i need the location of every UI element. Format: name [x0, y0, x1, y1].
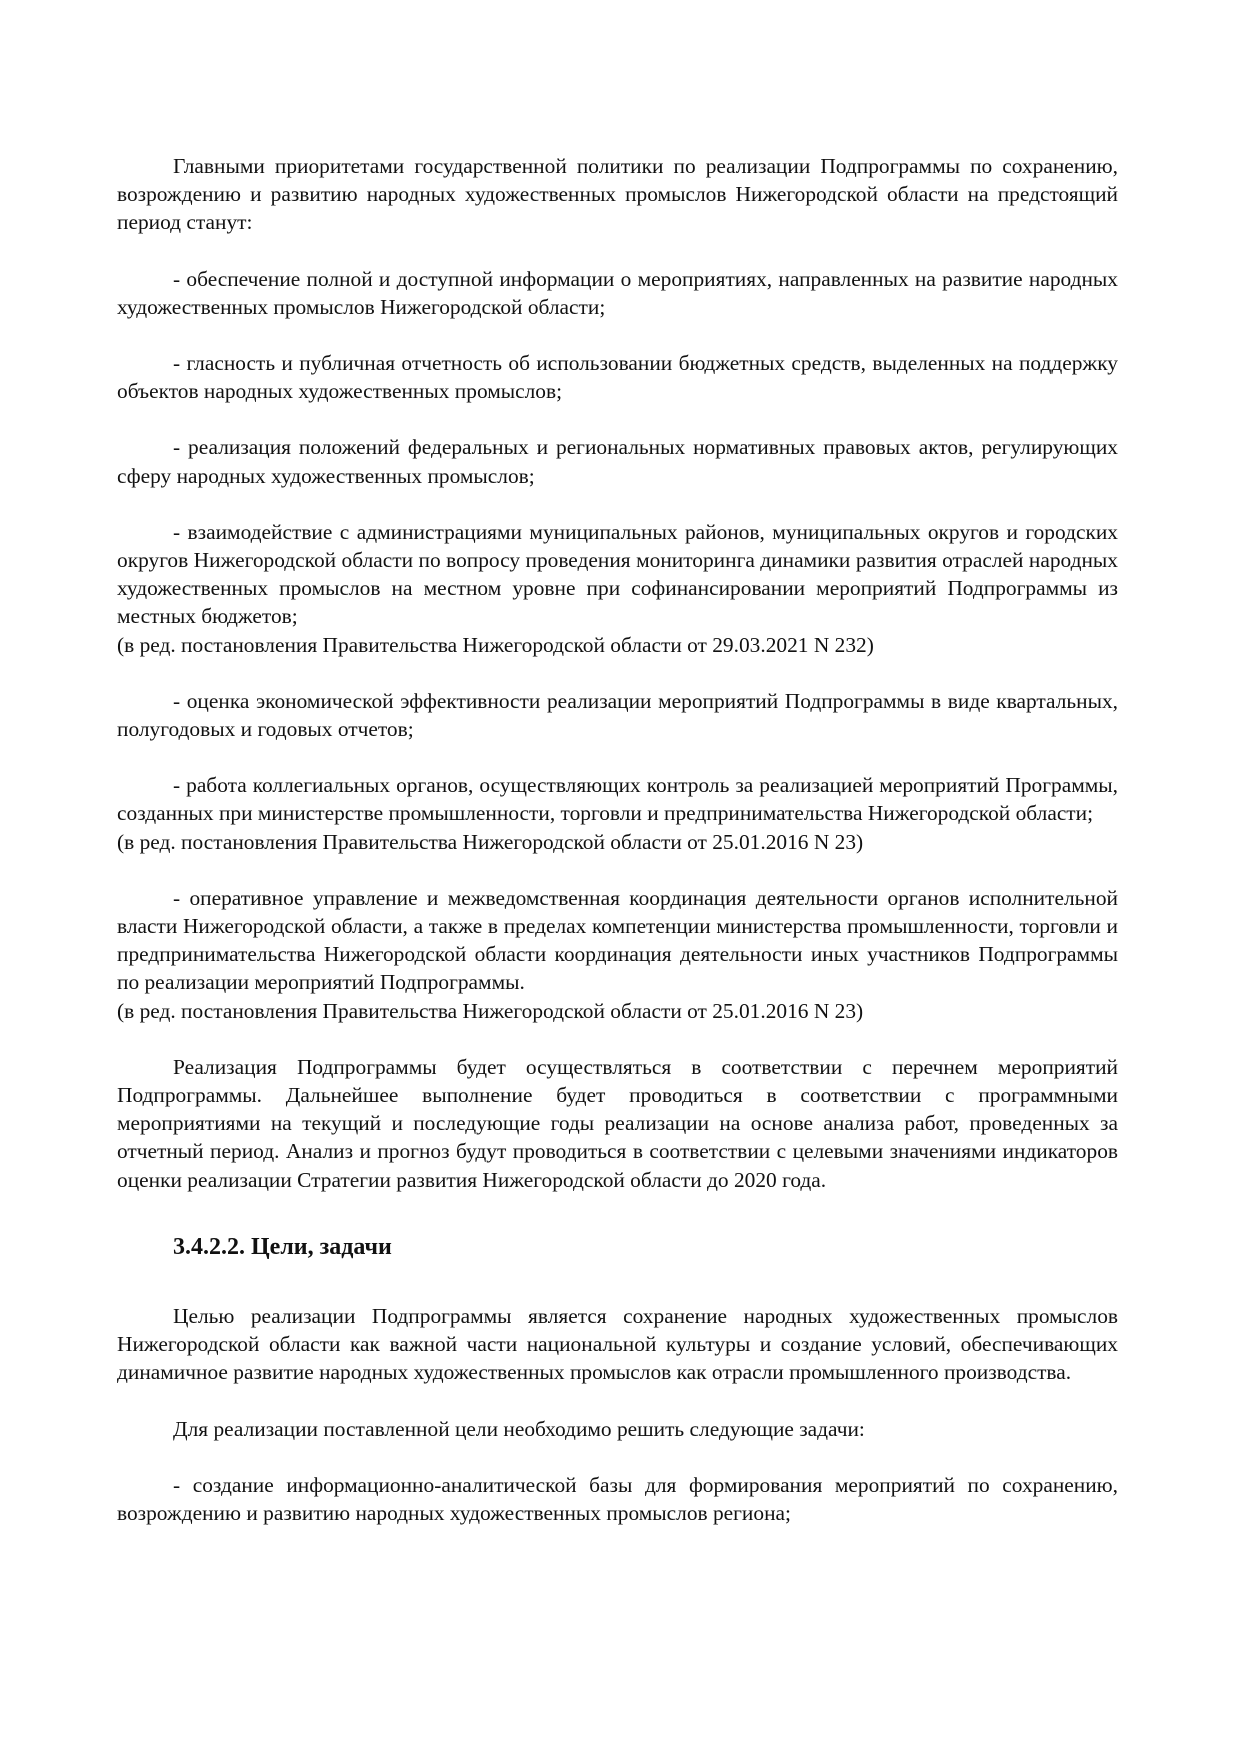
amendment-note-2: (в ред. постановления Правительства Нижегородской области от 25.01.2016 N 23) — [117, 829, 864, 854]
priority-item-4: - взаимодействие с администрациями муниципальных районов, муниципальных округов и городских округов Нижегородской области по вопросу проведения мониторинга динамики развития отраслей народных художественных промыслов на местном уровне при софинансировании мероприятий Подпрограммы из местных бюджетов; — [117, 519, 1118, 629]
priority-item-6: - работа коллегиальных органов, осуществляющих контроль за реализацией мероприятий Программы, созданных при министерстве промышленности, торговли и предпринимательства Нижегородской области; — [117, 773, 1118, 826]
amendment-note-1: (в ред. постановления Правительства Нижегородской области от 29.03.2021 N 232) — [117, 632, 874, 657]
priority-item-2: - гласность и публичная отчетность об использовании бюджетных средств, выделенных на поддержку объектов народных художественных промыслов; — [117, 351, 1118, 404]
section-heading: 3.4.2.2. Цели, задачи — [173, 1233, 392, 1260]
priority-item-5: - оценка экономической эффективности реализации мероприятий Подпрограммы в виде квартальных, полугодовых и годовых отчетов; — [117, 688, 1118, 742]
document-page — [117, 152, 1118, 1527]
tasks-intro: Для реализации поставленной цели необходимо решить следующие задачи: — [173, 1416, 865, 1441]
goal-paragraph: Целью реализации Подпрограммы является сохранение народных художественных промыслов Нижегородской области как важной части национальной культуры и создание условий, обеспечивающих динамичное развитие народных художественных промыслов как отрасли промышленного производства. — [117, 1303, 1118, 1385]
priority-item-1: - обеспечение полной и доступной информации о мероприятиях, направленных на развитие народных художественных промыслов Нижегородской области; — [117, 266, 1118, 319]
amendment-note-3: (в ред. постановления Правительства Нижегородской области от 25.01.2016 N 23) — [117, 998, 864, 1023]
priority-item-7: - оперативное управление и межведомственная координация деятельности органов исполнительной власти Нижегородской области, а также в пределах компетенции министерства промышленности, торговли и предпринимательства Нижегородской области координация деятельности иных участников Подпрограммы по реализации мероприятий Подпрограммы. — [117, 885, 1118, 995]
task-item-1: - создание информационно-аналитической базы для формирования мероприятий по сохранению, возрождению и развитию народных художественных промыслов региона; — [117, 1472, 1118, 1525]
implementation-paragraph: Реализация Подпрограммы будет осуществляться в соответствии с перечнем мероприятий Подпрограммы. Дальнейшее выполнение будет проводиться в соответствии с программными мероприятиями на текущий и последующие годы реализации на основе анализа работ, проведенных за отчетный период. Анализ и прогноз будут проводиться в соответствии с целевыми значениями индикаторов оценки реализации Стратегии развития Нижегородской области до 2020 года. — [117, 1054, 1118, 1192]
intro-paragraph: Главными приоритетами государственной политики по реализации Подпрограммы по сохранению, возрождению и развитию народных художественных промыслов Нижегородской области на предстоящий период станут: — [117, 154, 1118, 235]
priority-item-3: - реализация положений федеральных и региональных нормативных правовых актов, регулирующих сферу народных художественных промыслов; — [117, 435, 1118, 488]
